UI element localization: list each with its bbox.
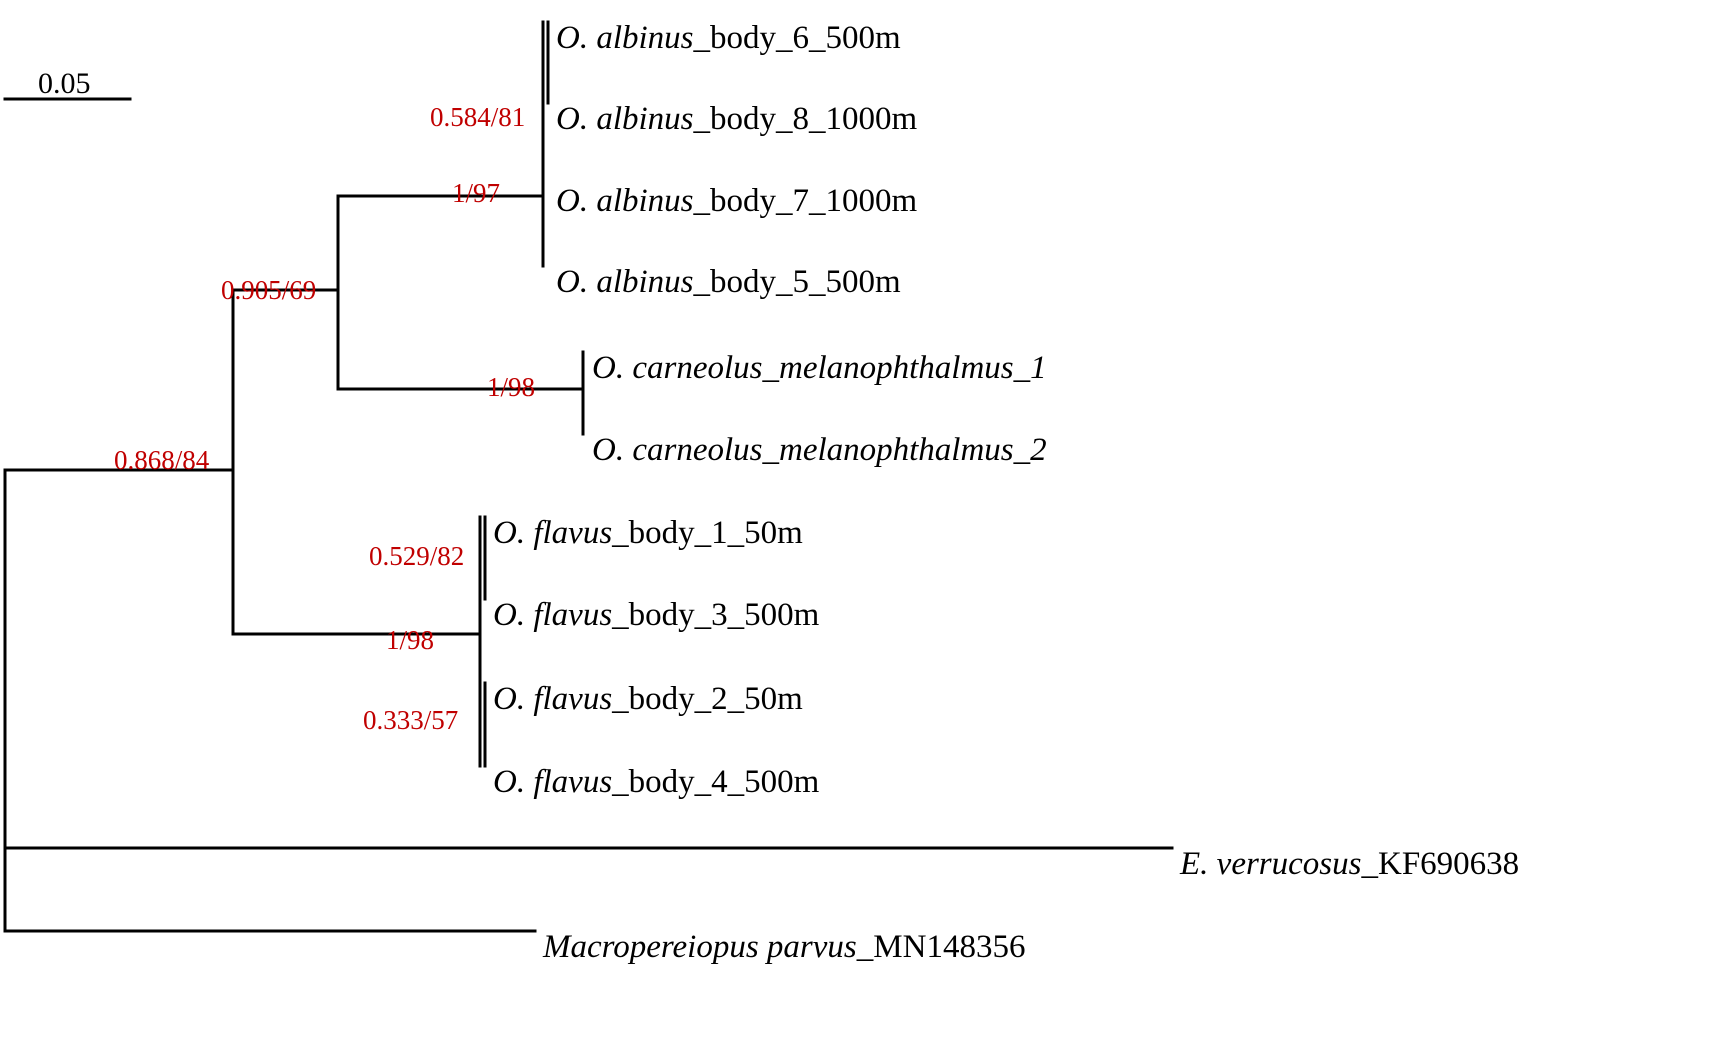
tip-species: flavus xyxy=(525,764,613,800)
tip-suffix: _body_7_1000m xyxy=(693,183,918,219)
tip-label xyxy=(592,434,1047,467)
tip-label xyxy=(556,266,901,299)
tip-species: albinus xyxy=(588,183,694,219)
tip-label xyxy=(592,352,1047,385)
tip-species: albinus xyxy=(588,20,694,56)
tip-suffix: _body_1_50m xyxy=(612,515,803,551)
tip-species: flavus xyxy=(525,597,613,633)
tip-suffix: _body_8_1000m xyxy=(693,101,918,137)
tip-label xyxy=(556,22,901,55)
tip-genus: O. xyxy=(592,350,625,386)
tip-species: carneolus_melanophthalmus_2 xyxy=(624,432,1047,468)
tip-genus: O. xyxy=(592,432,625,468)
tip-species: albinus xyxy=(588,264,694,300)
tip-genus: O. xyxy=(556,20,589,56)
tip-label xyxy=(1180,848,1519,881)
tip-species: flavus xyxy=(525,515,613,551)
tip-suffix: _body_5_500m xyxy=(693,264,901,300)
tip-suffix: _body_6_500m xyxy=(693,20,901,56)
support-value: 1/98 xyxy=(386,625,435,655)
tip-suffix: _body_2_50m xyxy=(612,681,803,717)
scale-bar-label: 0.05 xyxy=(38,67,91,100)
tip-label xyxy=(493,683,803,716)
support-value: 0.584/81 xyxy=(430,102,526,132)
tip-genus: O. xyxy=(493,515,526,551)
support-value: 0.333/57 xyxy=(363,705,459,735)
tip-suffix: _KF690638 xyxy=(1361,846,1520,882)
tip-label xyxy=(493,766,819,799)
tip-species: flavus xyxy=(525,681,613,717)
support-value: 1/97 xyxy=(452,178,501,208)
tip-genus: O. xyxy=(493,764,526,800)
tip-genus: O. xyxy=(493,681,526,717)
tip-genus: O. xyxy=(556,183,589,219)
support-value: 0.905/69 xyxy=(221,275,317,305)
support-value: 1/98 xyxy=(487,372,536,402)
tip-genus: Macropereiopus parvus xyxy=(543,929,857,965)
tip-label xyxy=(493,599,819,632)
tip-genus: O. xyxy=(493,597,526,633)
tip-label xyxy=(493,517,803,550)
tip-species: verrucosus xyxy=(1208,846,1362,882)
tip-species: albinus xyxy=(588,101,694,137)
tip-genus: E. xyxy=(1180,846,1209,882)
tip-suffix: _MN148356 xyxy=(856,929,1026,965)
tip-suffix: _body_4_500m xyxy=(612,764,820,800)
tip-suffix: _body_3_500m xyxy=(612,597,820,633)
tip-label xyxy=(556,103,917,136)
support-value: 0.868/84 xyxy=(114,445,210,475)
tip-genus: O. xyxy=(556,101,589,137)
tip-species: carneolus_melanophthalmus_1 xyxy=(624,350,1047,386)
tip-genus: O. xyxy=(556,264,589,300)
support-value: 0.529/82 xyxy=(369,541,465,571)
tip-label xyxy=(543,931,1025,964)
tip-label xyxy=(556,185,917,218)
